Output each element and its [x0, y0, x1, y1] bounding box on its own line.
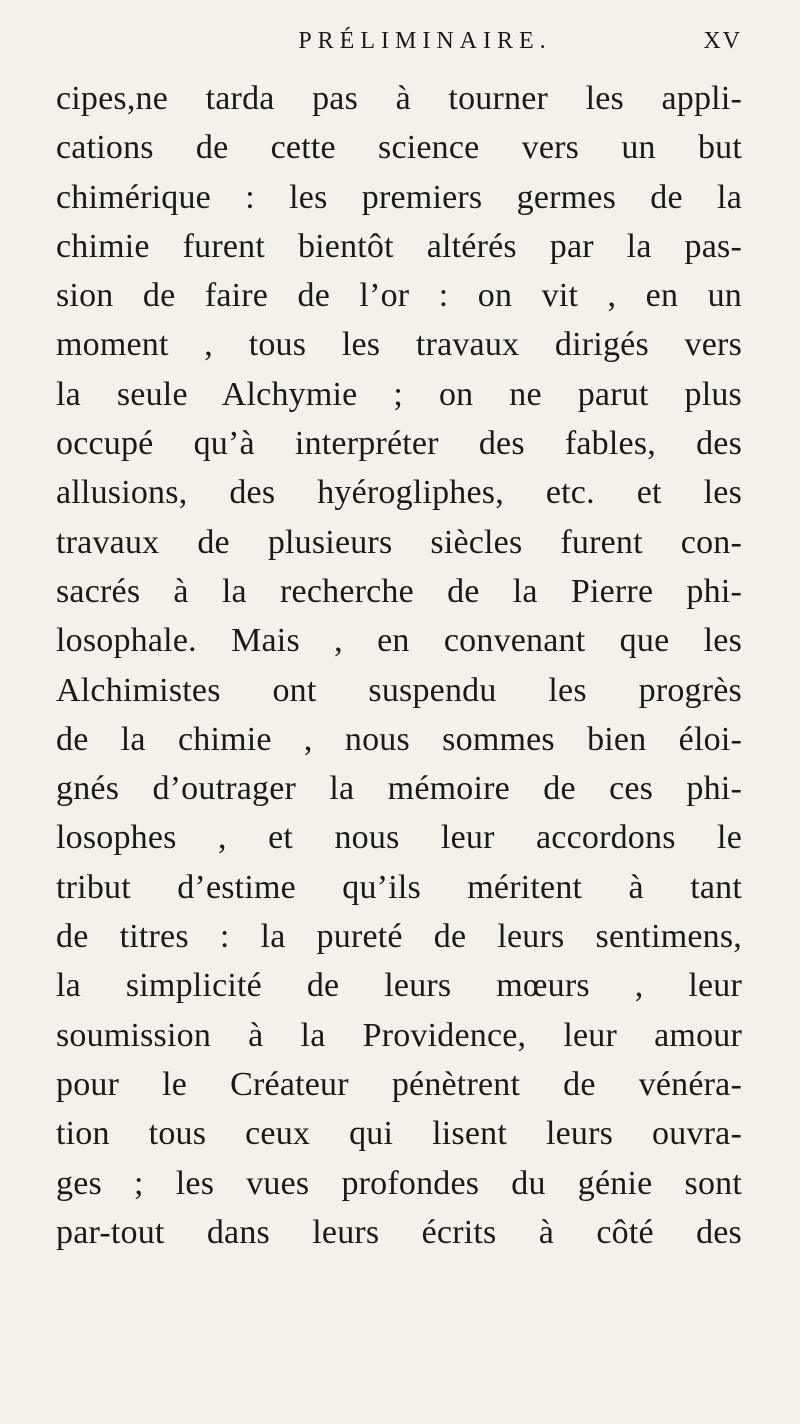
text-line: tribut d’estime qu’ils méritent à tant	[56, 868, 742, 906]
text-line: tion tous ceux qui lisent leurs ouvra-	[56, 1115, 742, 1153]
text-line: losophale. Mais , en convenant que les	[56, 622, 742, 660]
text-line: Alchimistes ont suspendu les progrès	[56, 671, 742, 709]
text-line: par-tout dans leurs écrits à côté des	[56, 1213, 742, 1251]
text-line: gnés d’outrager la mémoire de ces phi-	[56, 770, 742, 808]
text-line: sacrés à la recherche de la Pierre phi-	[56, 572, 742, 610]
text-line: chimérique : les premiers germes de la	[56, 178, 742, 216]
text-line: allusions, des hyérogliphes, etc. et les	[56, 474, 742, 512]
text-line: de la chimie , nous sommes bien éloi-	[56, 720, 742, 758]
text-line: pour le Créateur pénètrent de vénéra-	[56, 1065, 742, 1103]
text-line: de titres : la pureté de leurs sentimens,	[56, 918, 742, 956]
text-line: cations de cette science vers un but	[56, 129, 742, 167]
text-line: cipes,ne tarda pas à tourner les appli-	[56, 80, 742, 117]
text-line: soumission à la Providence, leur amour	[56, 1016, 742, 1054]
text-line: occupé qu’à interpréter des fables, des	[56, 425, 742, 463]
text-line: moment , tous les travaux dirigés vers	[56, 326, 742, 364]
page-number: XV	[703, 28, 742, 54]
text-line: la simplicité de leurs mœurs , leur	[56, 967, 742, 1005]
body-text	[56, 74, 742, 1257]
text-line: la seule Alchymie ; on ne parut plus	[56, 375, 742, 413]
text-line: sion de faire de l’or : on vit , en un	[56, 277, 742, 315]
text-line: ges ; les vues profondes du génie sont	[56, 1164, 742, 1202]
text-line: chimie furent bientôt altérés par la pas-	[56, 227, 742, 265]
running-head	[56, 28, 742, 68]
text-line: losophes , et nous leur accordons le	[56, 819, 742, 857]
running-head-title: PRÉLIMINAIRE.	[298, 28, 552, 54]
text-line: travaux de plusieurs siècles furent con-	[56, 523, 742, 561]
